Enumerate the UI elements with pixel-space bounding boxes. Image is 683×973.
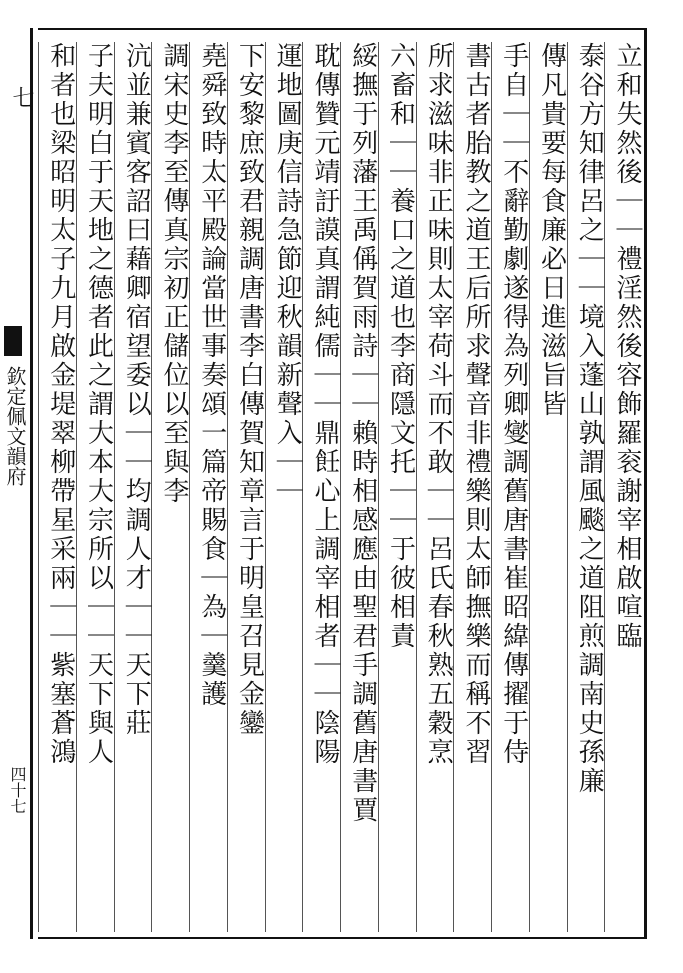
text-column (189, 42, 227, 932)
text-column (76, 42, 114, 932)
text-column (416, 42, 454, 932)
text-column (567, 42, 605, 932)
text-column (38, 42, 76, 932)
text-column (604, 42, 642, 932)
column-text: 綏撫于列藩王禹偁賀雨詩｜｜賴時相感應由聖君手調舊唐書賈 (347, 42, 378, 825)
frame-top-line (38, 28, 646, 30)
margin-page-number: 四十七 (8, 766, 27, 814)
margin-fishtail-mark (4, 326, 22, 356)
column-text: 和者也梁昭明太子九月啟金堤翠柳帶星采兩｜｜紫塞蒼鴻 (45, 42, 76, 767)
column-text: 泰谷方知律呂之｜｜境入蓬山孰謂風颷之道阻煎調南史孫廉 (574, 42, 605, 796)
column-text: 書古者胎教之道王后所求聲音非禮樂則太師撫樂而稱不習 (461, 42, 491, 767)
column-text: 所求滋味非正味則太宰荷斗而不敢｜｜呂氏春秋熟五穀烹 (423, 42, 454, 767)
text-column (114, 42, 152, 932)
text-column (302, 42, 340, 932)
column-text: 六畜和｜｜養口之道也李商隱文托｜｜于彼相責 (385, 42, 416, 651)
text-column (529, 42, 567, 932)
text-column (491, 42, 529, 932)
margin-book-title: 欽定佩文韻府 (3, 366, 27, 486)
frame-bottom-line (38, 937, 646, 939)
text-column (151, 42, 189, 932)
column-text: 運地圖庚信詩急節迎秋韻新聲入｜｜ (272, 42, 303, 506)
column-text: 調宋史李至傳真宗初正儲位以至與李 (159, 42, 189, 506)
text-column (227, 42, 265, 932)
text-column (265, 42, 303, 932)
frame-left-line (30, 28, 33, 939)
margin-marks: 七 (9, 86, 34, 108)
column-text: 耽傳贊元靖訏謨真謂純儒｜｜鼎飪心上調宰相者｜｜陰陽 (310, 42, 340, 767)
column-text: 沆並兼賓客詔曰藉卿宿望委以｜｜均調人才｜｜天下莊 (121, 42, 152, 738)
margin-strip (0, 36, 34, 936)
text-column (378, 42, 416, 932)
text-column (453, 42, 491, 932)
column-text: 立和失然後｜｜禮淫然後容飾羅衮謝宰相啟喧臨 (612, 42, 642, 651)
text-columns (38, 42, 642, 932)
column-text: 子夫明白于天地之德者此之謂大本大宗所以｜｜天下與人 (83, 42, 114, 767)
column-text: 下安黎庶致君親調唐書李白傳賀知章言于明皇召見金鑾 (234, 42, 265, 738)
text-column (340, 42, 378, 932)
column-text: 手自｜｜不辭勤劇遂得為列卿燮調舊唐書崔昭緯傳擢于侍 (498, 42, 529, 767)
column-text: 堯舜致時太平殿論當世事奏頌一篇帝賜食｜為｜羹護 (196, 42, 227, 709)
column-text: 傳凡貴要每食廉必日進滋旨皆 (536, 42, 567, 419)
